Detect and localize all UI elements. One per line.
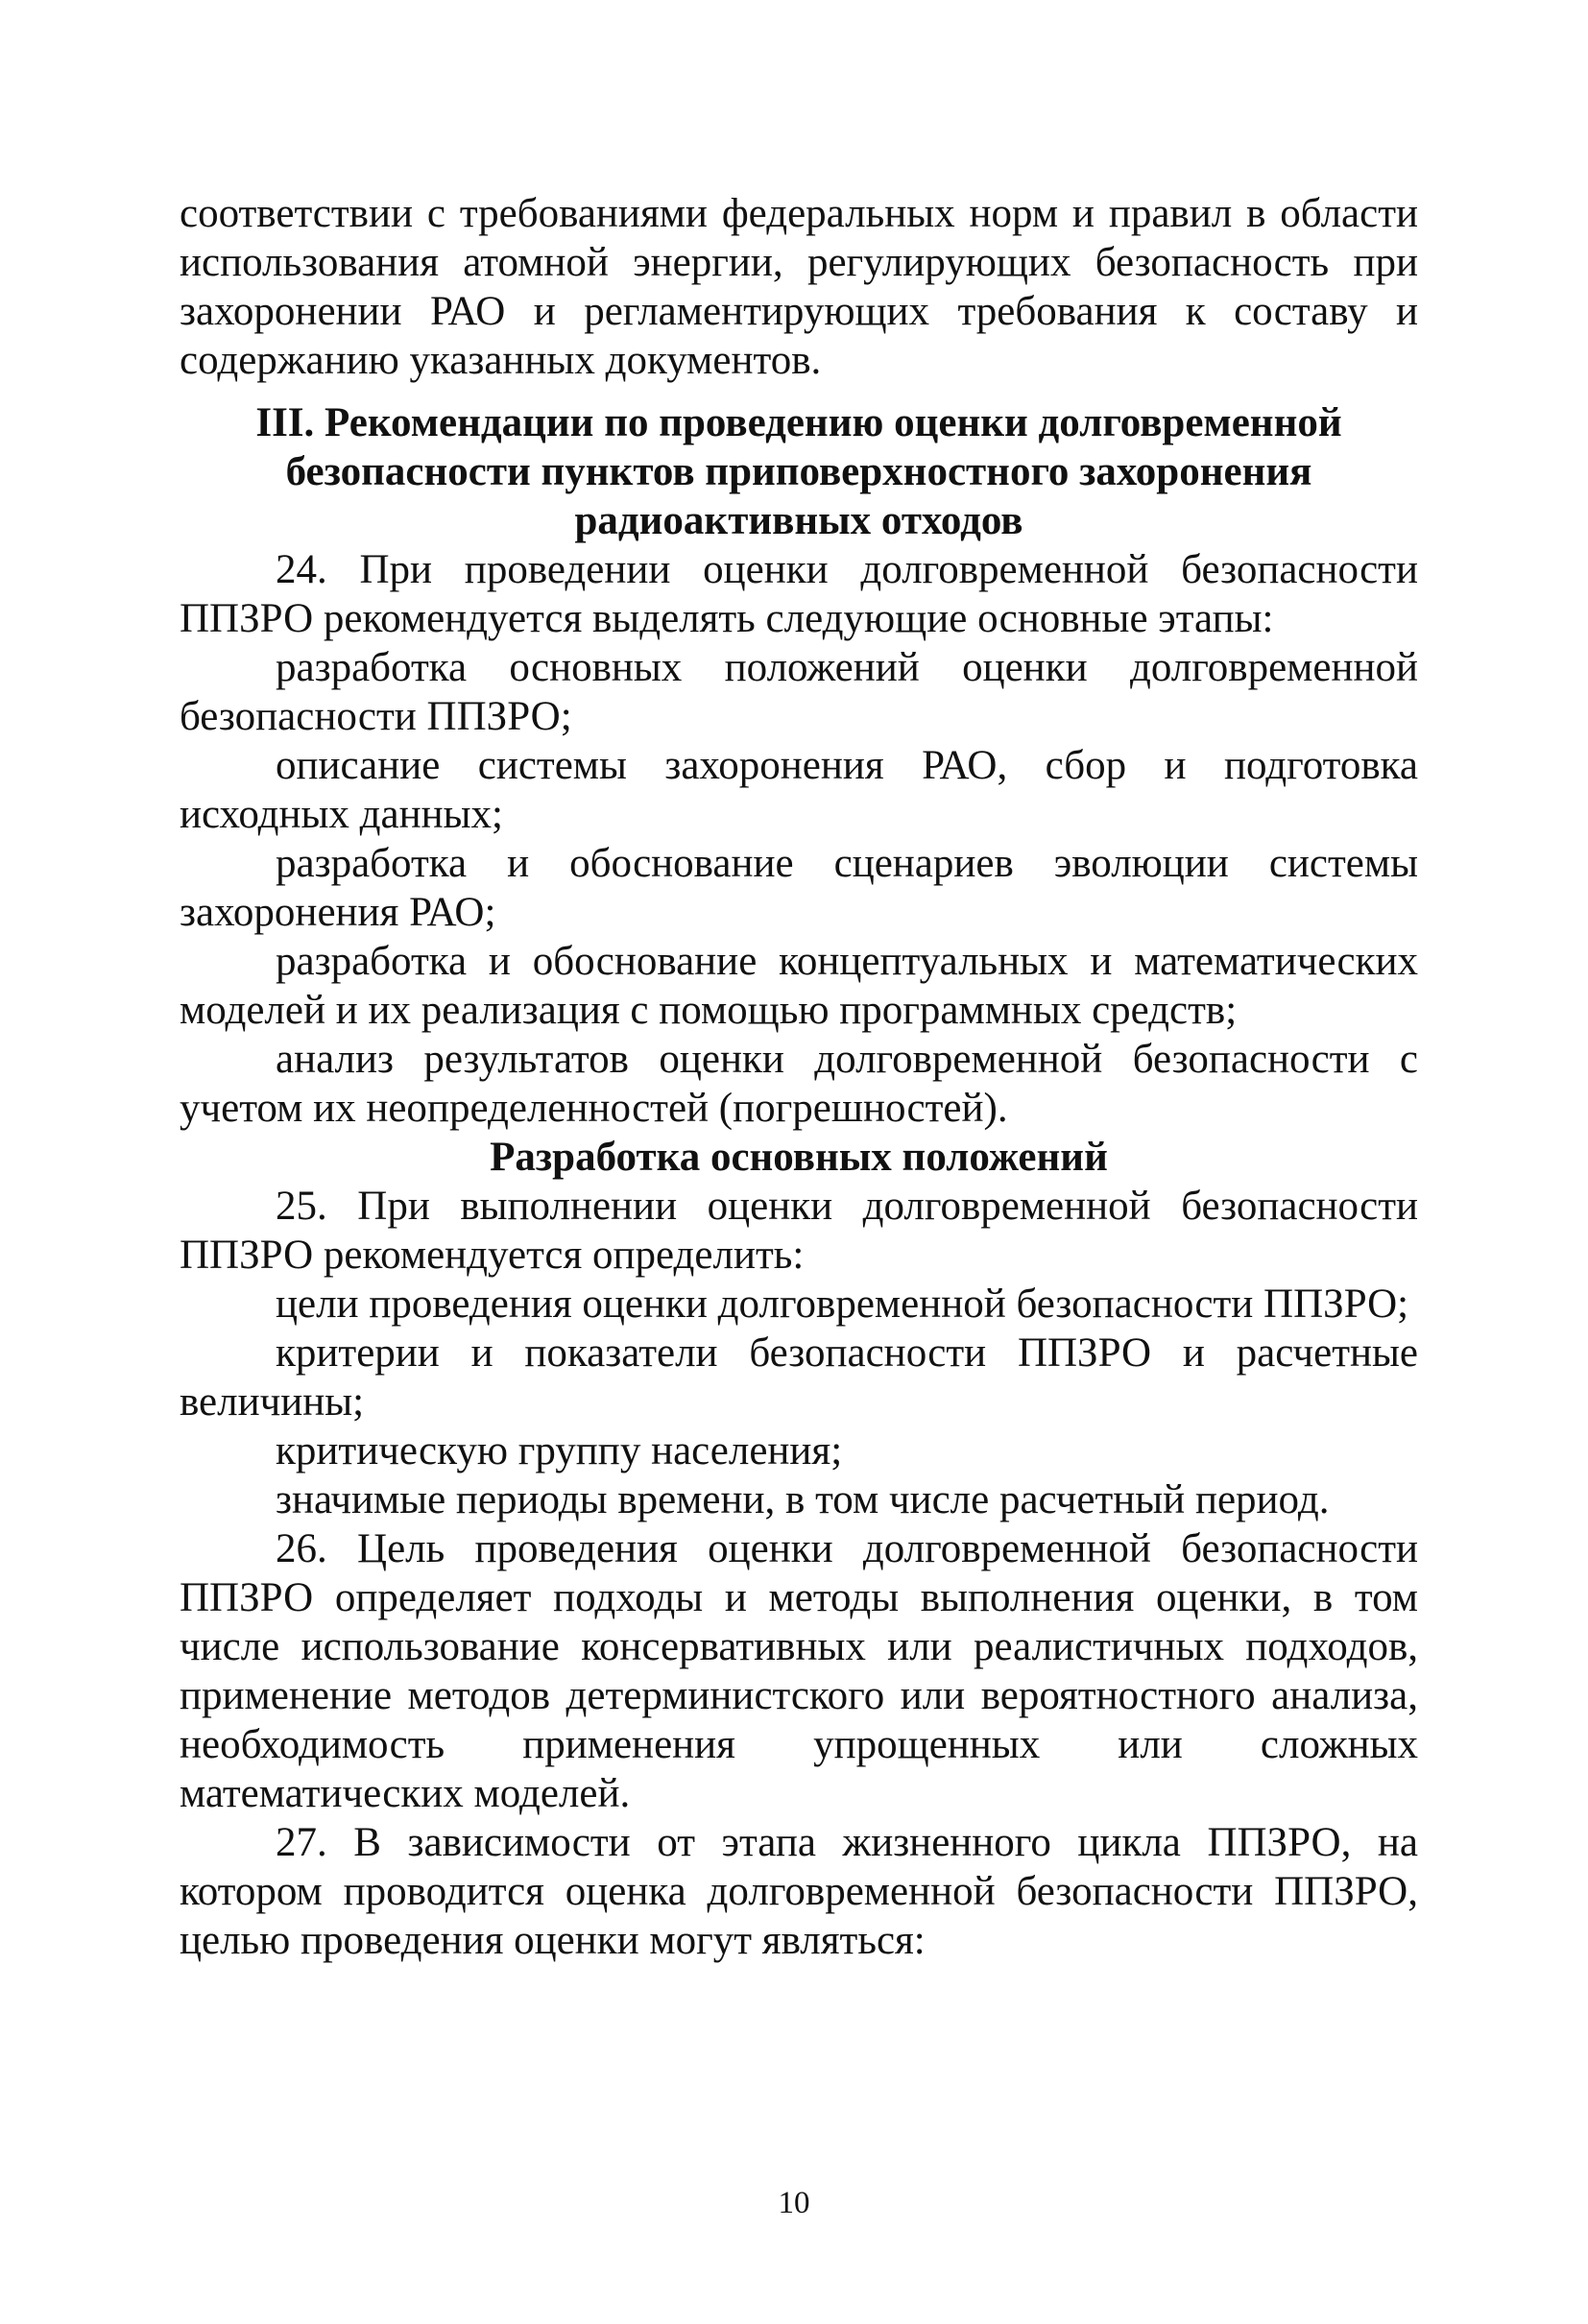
subsection-title: Разработка основных положений (490, 1135, 1108, 1180)
list-item: разработка основных положений оценки долговременной безопасности ППЗРО; (180, 645, 1418, 739)
paragraph-24: 24. При проведении оценки долговременной безопасности ППЗРО рекомендуется выделять следующие основные этапы: (180, 547, 1418, 641)
page-content (180, 189, 1418, 1965)
list-item: критическую группу населения; (276, 1428, 843, 1473)
paragraph-27: 27. В зависимости от этапа жизненного цикла ППЗРО, на котором проводится оценка долговременной безопасности ППЗРО, целью проведения оценки могут являться: (180, 1820, 1418, 1963)
paragraph-26: 26. Цель проведения оценки долговременной безопасности ППЗРО определяет подходы и методы выполнения оценки, в том числе использование консервативных или реалистичных подходов, применение методов детерминистского или вероятностного анализа, необходимость применения упрощенных или сложных математических моделей. (180, 1526, 1418, 1816)
list-item: анализ результатов оценки долговременной безопасности с учетом их неопределенностей (погрешностей). (180, 1037, 1418, 1131)
list-item: значимые периоды времени, в том числе расчетный период. (276, 1477, 1330, 1522)
intro-paragraph: соответствии с требованиями федеральных норм и правил в области использования атомной энергии, регулирующих безопасность при захоронении РАО и регламентирующих требования к составу и содержанию указанных документов. (180, 191, 1418, 383)
list-item: описание системы захоронения РАО, сбор и подготовка исходных данных; (180, 743, 1418, 837)
list-item: разработка и обоснование сценариев эволюции системы захоронения РАО; (180, 841, 1418, 935)
page-number: 10 (778, 2186, 810, 2220)
list-item: разработка и обоснование концептуальных и математических моделей и их реализация с помощью программных средств; (180, 939, 1418, 1033)
list-item: цели проведения оценки долговременной безопасности ППЗРО; (276, 1282, 1409, 1327)
paragraph-25: 25. При выполнении оценки долговременной безопасности ППЗРО рекомендуется определить: (180, 1184, 1418, 1278)
section-title: III. Рекомендации по проведению оценки долговременной безопасности пунктов приповерхностного захоронения радиоактивных отходов (255, 400, 1342, 543)
list-item: критерии и показатели безопасности ППЗРО и расчетные величины; (180, 1330, 1418, 1425)
